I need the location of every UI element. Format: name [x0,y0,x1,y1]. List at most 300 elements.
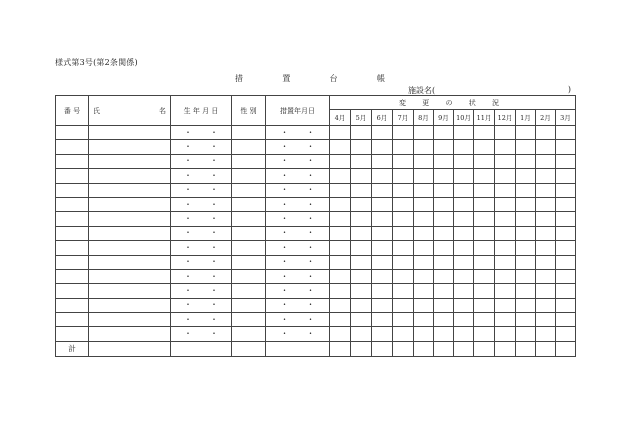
month-cell[interactable] [536,298,556,312]
date-dot: ・ [306,170,315,180]
month-cell[interactable] [556,126,576,140]
gender-cell[interactable] [232,241,266,255]
total-month-cell[interactable] [393,341,414,356]
month-cell[interactable] [372,313,393,327]
month-cell[interactable] [351,212,372,226]
month-cell[interactable] [536,327,556,341]
month-cell[interactable] [351,154,372,168]
number-cell[interactable] [56,255,89,269]
month-cell[interactable] [351,126,372,140]
month-cell[interactable] [434,197,454,211]
gender-cell[interactable] [232,226,266,240]
month-cell[interactable] [516,313,536,327]
month-cell[interactable] [556,183,576,197]
document-title [235,73,385,84]
gender-cell[interactable] [232,269,266,283]
number-cell[interactable] [56,140,89,154]
birthdate-cell[interactable] [171,154,232,168]
month-cell[interactable] [516,212,536,226]
placement-date-cell[interactable] [266,269,330,283]
month-cell[interactable] [372,169,393,183]
month-cell[interactable] [372,212,393,226]
month-cell[interactable] [414,241,434,255]
month-cell[interactable] [495,126,516,140]
month-cell[interactable] [516,126,536,140]
placement-date-cell[interactable] [266,183,330,197]
date-dot: ・ [280,185,289,195]
name-cell[interactable] [89,313,171,327]
month-cell[interactable] [516,226,536,240]
month-cell[interactable] [454,140,474,154]
name-cell[interactable] [89,197,171,211]
date-dot: ・ [184,271,192,281]
month-cell[interactable] [330,140,351,154]
month-cell[interactable] [536,154,556,168]
number-cell[interactable] [56,169,89,183]
month-cell[interactable] [516,255,536,269]
name-cell[interactable] [89,327,171,341]
birthdate-cell[interactable] [171,284,232,298]
month-cell[interactable] [516,169,536,183]
month-cell[interactable] [536,169,556,183]
month-cell[interactable] [495,327,516,341]
date-dot: ・ [306,199,315,209]
number-cell[interactable] [56,226,89,240]
month-cell[interactable] [516,183,536,197]
month-cell[interactable] [495,169,516,183]
month-cell[interactable] [454,284,474,298]
total-month-cell[interactable] [516,341,536,356]
month-cell[interactable] [454,212,474,226]
month-cell[interactable] [536,197,556,211]
birthdate-cell[interactable] [171,269,232,283]
month-cell[interactable] [351,197,372,211]
month-cell[interactable] [330,226,351,240]
month-cell[interactable] [330,126,351,140]
gender-cell[interactable] [232,126,266,140]
month-cell[interactable] [330,241,351,255]
date-separator-dots [266,129,329,137]
placement-date-cell[interactable] [266,169,330,183]
month-cell[interactable] [474,140,495,154]
month-cell[interactable] [474,255,495,269]
month-cell[interactable] [330,298,351,312]
placement-date-cell[interactable] [266,298,330,312]
month-cell[interactable] [372,298,393,312]
month-cell[interactable] [495,212,516,226]
month-cell[interactable] [474,269,495,283]
month-cell[interactable] [536,241,556,255]
total-month-cell[interactable] [474,341,495,356]
gender-cell[interactable] [232,313,266,327]
month-cell[interactable] [434,241,454,255]
month-cell[interactable] [474,284,495,298]
month-cell[interactable] [556,269,576,283]
month-cell[interactable] [536,226,556,240]
month-cell[interactable] [351,327,372,341]
placement-date-cell[interactable] [266,197,330,211]
month-cell[interactable] [330,327,351,341]
month-cell[interactable] [556,154,576,168]
month-cell[interactable] [536,269,556,283]
birthdate-cell[interactable] [171,183,232,197]
number-cell[interactable] [56,241,89,255]
month-cell[interactable] [454,183,474,197]
number-cell[interactable] [56,327,89,341]
total-month-cell[interactable] [495,341,516,356]
date-dot: ・ [280,156,289,166]
month-cell[interactable] [414,212,434,226]
month-cell[interactable] [434,255,454,269]
birthdate-cell[interactable] [171,212,232,226]
ledger-body [56,126,576,357]
month-cell[interactable] [495,241,516,255]
month-cell[interactable] [351,269,372,283]
birthdate-cell[interactable] [171,241,232,255]
number-cell[interactable] [56,183,89,197]
number-cell[interactable] [56,154,89,168]
total-month-cell[interactable] [372,341,393,356]
date-separator-dots [266,258,329,266]
month-cell[interactable] [454,298,474,312]
number-cell[interactable] [56,212,89,226]
month-cell[interactable] [454,255,474,269]
table-row [56,298,576,312]
total-month-cell[interactable] [351,341,372,356]
month-cell[interactable] [434,169,454,183]
placement-date-cell[interactable] [266,327,330,341]
month-cell[interactable] [414,298,434,312]
birthdate-cell[interactable] [171,313,232,327]
month-cell[interactable] [474,313,495,327]
month-cell[interactable] [372,255,393,269]
placement-date-cell[interactable] [266,284,330,298]
month-cell[interactable] [351,284,372,298]
month-cell[interactable] [434,298,454,312]
header-birthdate: 生 年 月 日 [171,96,232,126]
month-cell[interactable] [495,226,516,240]
month-cell[interactable] [556,140,576,154]
number-cell[interactable] [56,313,89,327]
month-cell[interactable] [454,241,474,255]
gender-cell[interactable] [232,284,266,298]
month-cell[interactable] [434,327,454,341]
month-cell[interactable] [516,241,536,255]
table-row [56,197,576,211]
birthdate-cell[interactable] [171,197,232,211]
month-cell[interactable] [556,298,576,312]
month-cell[interactable] [414,140,434,154]
month-cell[interactable] [495,154,516,168]
month-cell[interactable] [556,197,576,211]
month-cell[interactable] [351,255,372,269]
name-cell[interactable] [89,126,171,140]
name-cell[interactable] [89,284,171,298]
birthdate-cell[interactable] [171,298,232,312]
month-cell[interactable] [372,140,393,154]
month-cell[interactable] [516,154,536,168]
month-cell[interactable] [454,154,474,168]
name-cell[interactable] [89,169,171,183]
month-cell[interactable] [434,313,454,327]
month-cell[interactable] [556,226,576,240]
month-cell[interactable] [330,269,351,283]
month-cell[interactable] [454,169,474,183]
total-month-cell[interactable] [536,341,556,356]
number-cell[interactable] [56,126,89,140]
month-cell[interactable] [330,169,351,183]
month-cell[interactable] [516,197,536,211]
month-cell[interactable] [495,197,516,211]
month-cell[interactable] [516,327,536,341]
month-cell[interactable] [330,255,351,269]
month-cell[interactable] [495,298,516,312]
month-cell[interactable] [495,313,516,327]
month-cell[interactable] [414,255,434,269]
name-cell[interactable] [89,226,171,240]
date-separator-dots [171,273,231,281]
total-placement-cell[interactable] [266,341,330,356]
month-cell[interactable] [393,284,414,298]
month-header: 3月 [556,110,576,126]
month-cell[interactable] [556,284,576,298]
month-cell[interactable] [393,298,414,312]
month-cell[interactable] [434,284,454,298]
number-cell[interactable] [56,284,89,298]
gender-cell[interactable] [232,298,266,312]
date-dot: ・ [306,127,315,137]
placement-date-cell[interactable] [266,255,330,269]
number-cell[interactable] [56,197,89,211]
month-cell[interactable] [536,183,556,197]
month-cell[interactable] [454,226,474,240]
name-cell[interactable] [89,255,171,269]
placement-date-cell[interactable] [266,126,330,140]
month-cell[interactable] [474,126,495,140]
month-cell[interactable] [474,169,495,183]
month-cell[interactable] [556,212,576,226]
total-month-cell[interactable] [434,341,454,356]
date-dot: ・ [280,127,289,137]
month-cell[interactable] [351,226,372,240]
month-cell[interactable] [474,183,495,197]
month-cell[interactable] [536,140,556,154]
month-cell[interactable] [330,284,351,298]
month-cell[interactable] [454,313,474,327]
month-cell[interactable] [414,183,434,197]
month-cell[interactable] [454,197,474,211]
gender-cell[interactable] [232,140,266,154]
month-cell[interactable] [414,313,434,327]
month-cell[interactable] [351,140,372,154]
month-cell[interactable] [434,212,454,226]
month-cell[interactable] [393,226,414,240]
month-header: 12月 [495,110,516,126]
date-dot: ・ [280,170,289,180]
month-cell[interactable] [393,212,414,226]
name-cell[interactable] [89,212,171,226]
month-cell[interactable] [434,226,454,240]
name-cell[interactable] [89,241,171,255]
month-cell[interactable] [393,154,414,168]
month-cell[interactable] [474,154,495,168]
month-cell[interactable] [474,197,495,211]
month-cell[interactable] [351,313,372,327]
month-cell[interactable] [516,284,536,298]
month-cell[interactable] [414,226,434,240]
month-cell[interactable] [474,241,495,255]
total-label: 計 [56,341,89,356]
month-cell[interactable] [495,269,516,283]
gender-cell[interactable] [232,154,266,168]
month-cell[interactable] [536,284,556,298]
total-month-cell[interactable] [414,341,434,356]
month-cell[interactable] [330,212,351,226]
name-cell[interactable] [89,183,171,197]
gender-cell[interactable] [232,183,266,197]
table-row [56,255,576,269]
month-cell[interactable] [372,269,393,283]
month-cell[interactable] [372,197,393,211]
date-dot: ・ [306,185,315,195]
month-cell[interactable] [372,183,393,197]
month-cell[interactable] [393,313,414,327]
month-cell[interactable] [516,140,536,154]
number-cell[interactable] [56,298,89,312]
month-cell[interactable] [434,183,454,197]
month-cell[interactable] [330,313,351,327]
month-cell[interactable] [393,126,414,140]
date-dot: ・ [184,242,192,252]
month-cell[interactable] [495,284,516,298]
gender-cell[interactable] [232,255,266,269]
birthdate-cell[interactable] [171,327,232,341]
total-month-cell[interactable] [330,341,351,356]
month-cell[interactable] [393,140,414,154]
month-cell[interactable] [434,154,454,168]
total-month-cell[interactable] [556,341,576,356]
total-month-cell[interactable] [454,341,474,356]
month-cell[interactable] [330,154,351,168]
month-cell[interactable] [556,241,576,255]
total-gender-cell[interactable] [232,341,266,356]
month-cell[interactable] [434,126,454,140]
month-cell[interactable] [351,183,372,197]
placement-date-cell[interactable] [266,226,330,240]
month-cell[interactable] [536,313,556,327]
month-cell[interactable] [454,327,474,341]
month-cell[interactable] [495,140,516,154]
placement-date-cell[interactable] [266,313,330,327]
month-cell[interactable] [351,298,372,312]
month-cell[interactable] [393,183,414,197]
month-cell[interactable] [351,241,372,255]
birthdate-cell[interactable] [171,140,232,154]
month-cell[interactable] [516,269,536,283]
month-cell[interactable] [393,269,414,283]
month-cell[interactable] [414,269,434,283]
month-cell[interactable] [393,169,414,183]
month-cell[interactable] [393,241,414,255]
gender-cell[interactable] [232,197,266,211]
date-separator-dots [266,201,329,209]
month-cell[interactable] [393,255,414,269]
month-cell[interactable] [372,126,393,140]
month-cell[interactable] [556,327,576,341]
month-cell[interactable] [351,169,372,183]
month-cell[interactable] [414,154,434,168]
gender-cell[interactable] [232,212,266,226]
month-cell[interactable] [434,140,454,154]
month-cell[interactable] [330,183,351,197]
total-birthdate-cell[interactable] [171,341,232,356]
birthdate-cell[interactable] [171,226,232,240]
month-cell[interactable] [474,226,495,240]
month-cell[interactable] [434,269,454,283]
month-cell[interactable] [495,183,516,197]
month-cell[interactable] [372,284,393,298]
gender-cell[interactable] [232,169,266,183]
birthdate-cell[interactable] [171,255,232,269]
month-cell[interactable] [536,255,556,269]
date-dot: ・ [184,214,192,224]
month-cell[interactable] [414,169,434,183]
name-cell[interactable] [89,298,171,312]
month-cell[interactable] [414,126,434,140]
month-cell[interactable] [372,154,393,168]
month-cell[interactable] [536,212,556,226]
table-row [56,169,576,183]
placement-date-cell[interactable] [266,154,330,168]
month-cell[interactable] [393,327,414,341]
header-placement-date: 措置年月日 [266,96,330,126]
month-cell[interactable] [372,226,393,240]
total-name-cell[interactable] [89,341,171,356]
month-cell[interactable] [372,327,393,341]
month-cell[interactable] [556,169,576,183]
gender-cell[interactable] [232,327,266,341]
month-cell[interactable] [414,284,434,298]
month-cell[interactable] [454,126,474,140]
placement-date-cell[interactable] [266,241,330,255]
month-cell[interactable] [393,197,414,211]
date-dot: ・ [210,242,218,252]
number-cell[interactable] [56,269,89,283]
month-cell[interactable] [414,197,434,211]
month-cell[interactable] [474,327,495,341]
month-cell[interactable] [536,126,556,140]
month-cell[interactable] [372,241,393,255]
name-cell[interactable] [89,154,171,168]
month-cell[interactable] [330,197,351,211]
month-cell[interactable] [556,255,576,269]
title-char: 台 [329,74,338,83]
month-cell[interactable] [454,269,474,283]
birthdate-cell[interactable] [171,126,232,140]
month-cell[interactable] [516,298,536,312]
month-cell[interactable] [495,255,516,269]
month-cell[interactable] [414,327,434,341]
month-cell[interactable] [474,212,495,226]
table-row [56,241,576,255]
month-cell[interactable] [556,313,576,327]
placement-date-cell[interactable] [266,140,330,154]
name-cell[interactable] [89,140,171,154]
name-cell[interactable] [89,269,171,283]
birthdate-cell[interactable] [171,169,232,183]
placement-date-cell[interactable] [266,212,330,226]
month-cell[interactable] [474,298,495,312]
